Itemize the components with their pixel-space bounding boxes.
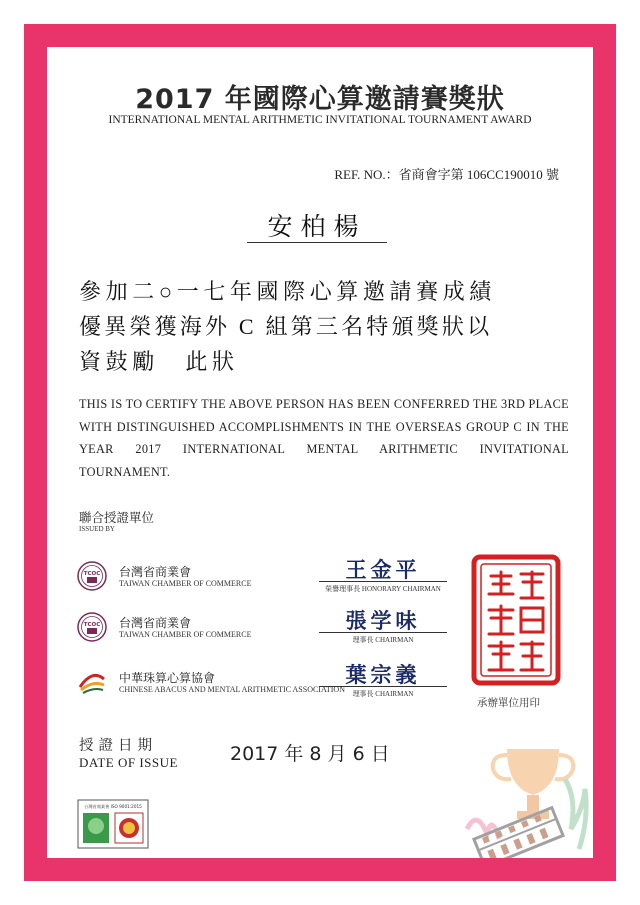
certificate-title: 2017 年國際心算邀請賽獎狀: [135, 84, 505, 115]
certificate-paper: [47, 47, 593, 858]
signature: 王金平: [345, 558, 421, 582]
signature-block-2: [319, 605, 447, 645]
org-name-cn: 台灣省商業會: [119, 565, 192, 579]
body-cn-line-1: 參加二○一七年國際心算邀請賽成績: [79, 279, 496, 304]
recipient-underline: [247, 242, 387, 243]
tcoc-logo-icon: [77, 612, 107, 642]
date-label-cn: 授證日期: [79, 738, 157, 754]
body-cn-line-2: 優異榮獲海外 C 組第三名特頒獎狀以: [79, 314, 493, 339]
issue-date: 2017 年 8 月 6 日: [230, 743, 390, 765]
org-name-en: CHINESE ABACUS AND MENTAL ARITHMETIC ASSOCIATION: [119, 685, 345, 694]
signature-title: 榮譽理事長 HONORARY CHAIRMAN: [325, 585, 441, 593]
body-en: THIS IS TO CERTIFY THE ABOVE PERSON HAS BEEN CONFERRED THE 3RD PLACE WITH DISTINGUISHED ACCOMPLISHMENTS IN THE OVERSEAS GROUP C IN THE YEAR 2017 INTERNATIONAL MENTAL ARITHMETIC INVITATIONAL TOURNAMENT.: [79, 397, 569, 479]
tcoc-logo-icon: [77, 561, 107, 591]
org-name-en: TAIWAN CHAMBER OF COMMERCE: [119, 579, 252, 588]
trophy-abacus-decoration-icon: [447, 739, 593, 858]
signature: 張学味: [345, 609, 421, 633]
issued-by-cn: 聯合授證單位: [79, 511, 155, 525]
date-label-en: DATE OF ISSUE: [79, 755, 178, 770]
org-name-cn: 台灣省商業會: [119, 616, 192, 630]
signature-block-3: [319, 659, 447, 699]
signature: 葉宗義: [345, 663, 421, 687]
svg-text:台灣省商業會 ISO 9001:2015: 台灣省商業會 ISO 9001:2015: [84, 804, 142, 809]
reference-number: REF. NO.：省商會字第 106CC190010 號: [334, 167, 559, 182]
recipient-name: 安柏楊: [267, 214, 367, 241]
body-cn-line-3: 資鼓勵 此狀: [79, 349, 239, 374]
org-name-cn: 中華珠算心算協會: [119, 671, 216, 685]
svg-text:TCOC: TCOC: [83, 571, 101, 577]
iso-certification-badge-icon: [77, 799, 149, 849]
signature-title: 理事長 CHAIRMAN: [352, 690, 414, 698]
certificate-subtitle: INTERNATIONAL MENTAL ARITHMETIC INVITATIONAL TOURNAMENT AWARD: [108, 114, 532, 126]
seal-caption: 承辦單位用印: [477, 698, 540, 709]
signature-title: 理事長 CHAIRMAN: [352, 636, 414, 644]
org-name-en: TAIWAN CHAMBER OF COMMERCE: [119, 630, 252, 639]
abacus-association-logo-icon: [77, 667, 107, 697]
signature-block-1: [319, 554, 447, 594]
issued-by-en: ISSUED BY: [79, 525, 115, 533]
svg-text:TCOC: TCOC: [83, 622, 101, 628]
red-seal-stamp: [471, 554, 561, 686]
